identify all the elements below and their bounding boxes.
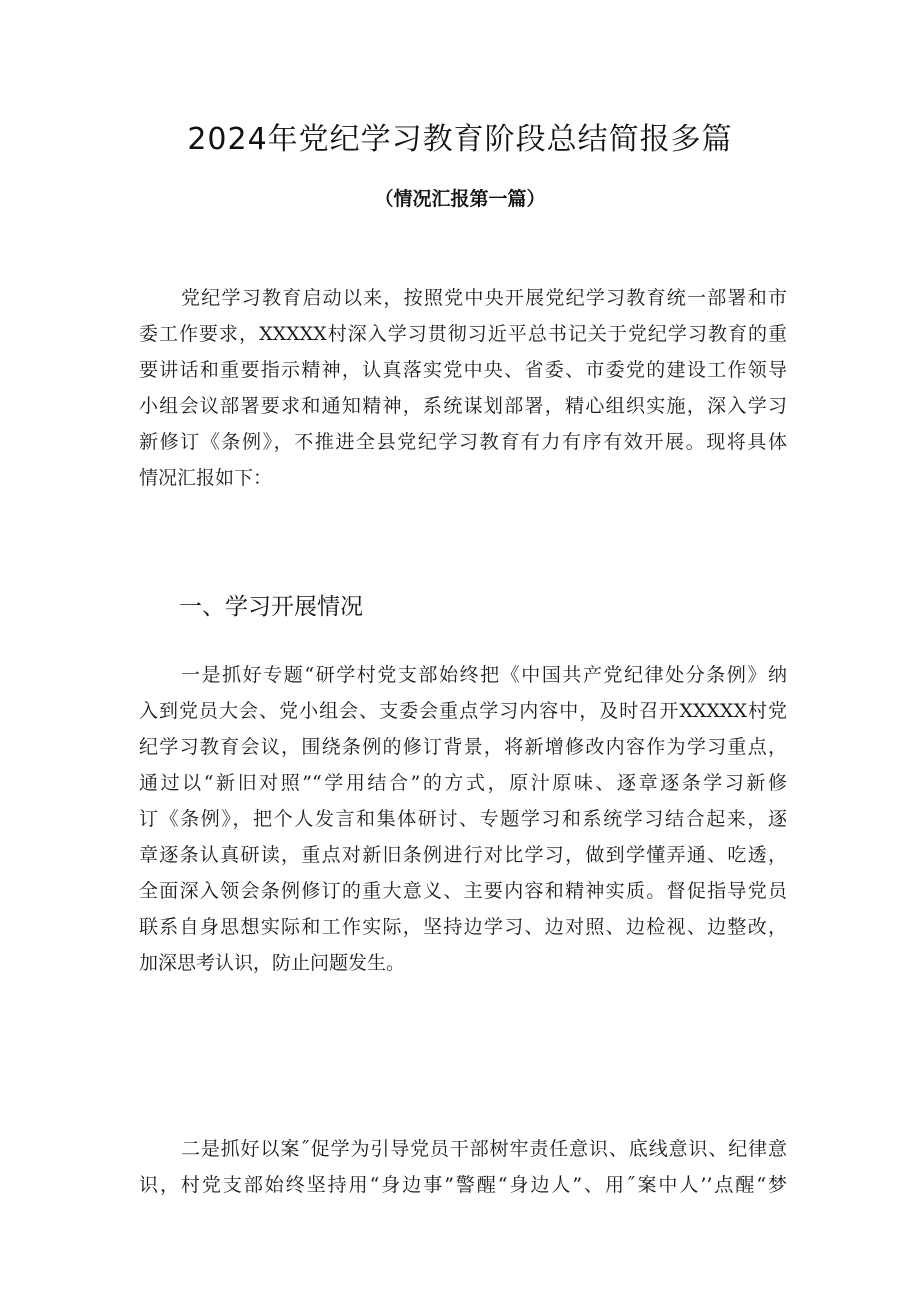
paragraph-line: 要讲话和重要指示精神，认真落实党中央、省委、市委党的建设工作领导	[139, 359, 787, 381]
paragraph-line: 二是抓好以案˝促学为引导党员干部树牢责任意识、底线意识、纪律意	[181, 1138, 787, 1160]
paragraph-line: 党纪学习教育启动以来，按照党中央开展党纪学习教育统一部署和市	[181, 287, 787, 309]
paragraph-study-topic	[139, 657, 787, 981]
paragraph-line: 新修订《条例》，不推进全县党纪学习教育有力有序有效开展。现将具体	[139, 431, 787, 453]
paragraph-line: 小组会议部署要求和通知精神，系统谋划部署，精心组织实施，深入学习	[139, 395, 787, 417]
paragraph-line: 全面深入领会条例修订的重大意义、主要内容和精神实质。督促指导党员	[139, 880, 787, 902]
paragraph-line: 委工作要求，XXXXX村深入学习贯彻习近平总书记关于党纪学习教育的重	[139, 323, 787, 345]
paragraph-line: 通过以“新旧对照”“学用结合”的方式，原汁原味、逐章逐条学习新修	[139, 772, 787, 794]
paragraph-line: 加深思考认识，防止问题发生。	[139, 952, 406, 974]
paragraph-case-study	[139, 1131, 787, 1203]
paragraph-line: 一是抓好专题“研学村党支部始终把《中国共产党纪律处分条例》纳	[181, 664, 787, 686]
document-title: 2024年党纪学习教育阶段总结简报多篇	[187, 122, 733, 157]
section-heading: 一、学习开展情况	[179, 594, 363, 620]
paragraph-line: 识，村党支部始终坚持用“身边事”警醒“身边人”、用˝案中人’’点醒“梦	[139, 1174, 787, 1196]
paragraph-intro	[139, 280, 787, 496]
paragraph-line: 订《条例》，把个人发言和集体研讨、专题学习和系统学习结合起来，逐	[139, 808, 787, 830]
paragraph-line: 章逐条认真研读，重点对新旧条例进行对比学习，做到学懂弄通、吃透，	[139, 844, 787, 866]
paragraph-line: 入到党员大会、党小组会、支委会重点学习内容中，及时召开XXXXX村党	[139, 700, 787, 722]
paragraph-line: 联系自身思想实际和工作实际，坚持边学习、边对照、边检视、边整改，	[139, 916, 787, 938]
paragraph-line: 纪学习教育会议，围绕条例的修订背景，将新增修改内容作为学习重点，	[139, 736, 787, 758]
document-subtitle: （情况汇报第一篇）	[374, 188, 546, 210]
paragraph-line: 情况汇报如下：	[139, 467, 273, 489]
